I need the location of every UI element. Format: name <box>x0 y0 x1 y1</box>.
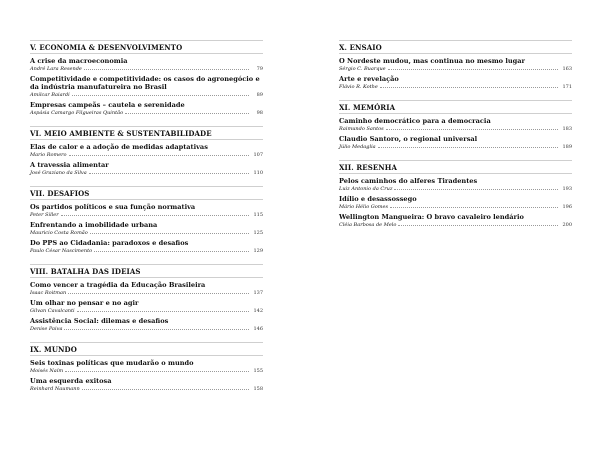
entry-author-row <box>339 65 572 73</box>
entry-author: Reinhard Naumann <box>30 386 80 392</box>
entry-author: Mauricio Costa Romão <box>30 230 88 236</box>
entry-author: Gilvan Cavalcanti <box>30 308 75 314</box>
dot-leader <box>82 385 249 390</box>
entry-title: Arte e revelação <box>339 75 399 83</box>
toc-section <box>339 40 572 91</box>
entry-author-row <box>339 185 572 193</box>
dot-leader <box>378 143 558 148</box>
entry-page-number: 125 <box>253 230 263 236</box>
toc-entry[interactable] <box>30 281 263 297</box>
toc-entry[interactable] <box>339 177 572 193</box>
dot-leader <box>390 203 558 208</box>
entry-page-number: 158 <box>253 386 263 392</box>
entry-title: Seis toxinas políticas que mudarão o mundo <box>30 359 194 367</box>
entry-title: A crise da macroeconomia <box>30 57 128 65</box>
entry-title: Pelos caminhos do alferes Tiradentes <box>339 177 478 185</box>
entry-page-number: 146 <box>253 326 263 332</box>
toc-entry[interactable] <box>30 221 263 237</box>
entry-author: Aspásia Camargo Filgueiras Quintão <box>30 110 124 116</box>
section-heading: XI. MEMÓRIA <box>339 100 572 114</box>
entry-page-number: 110 <box>253 170 263 176</box>
toc-section <box>339 100 572 151</box>
entry-author: José Graziano da Silva <box>30 170 87 176</box>
toc-entry[interactable] <box>30 75 263 99</box>
entry-author: Amilcar Baiardi <box>30 92 70 98</box>
entry-author: Moisés Naím <box>30 368 64 374</box>
entry-author: Denise Paiva <box>30 326 63 332</box>
entry-page-number: 155 <box>253 368 263 374</box>
entry-title: A travessia alimentar <box>30 161 109 169</box>
toc-entry[interactable] <box>30 299 263 315</box>
entry-title: Um olhar no pensar e no agir <box>30 299 139 307</box>
dot-leader <box>94 247 249 252</box>
entry-page-number: 137 <box>253 290 263 296</box>
toc-entry[interactable] <box>339 135 572 151</box>
section-heading: XII. RESENHA <box>339 160 572 174</box>
entry-page-number: 98 <box>256 110 263 116</box>
entry-title: Como vencer a tragédia da Educação Brasileira <box>30 281 206 289</box>
dot-leader <box>89 169 249 174</box>
entry-title: Elas de calor e a adoção de medidas adaptativas <box>30 143 208 151</box>
entry-title: Idílio e desassossego <box>339 195 417 203</box>
entry-author-row <box>30 65 263 73</box>
entry-title: Empresas campeãs – cautela e serenidade <box>30 101 185 109</box>
toc-entry[interactable] <box>30 101 263 117</box>
dot-leader <box>77 307 249 312</box>
toc-right-column <box>339 40 572 238</box>
entry-author-row <box>30 211 263 219</box>
entry-title: Caminho democrático para a democracia <box>339 117 491 125</box>
toc-section <box>30 40 263 117</box>
dot-leader <box>64 325 249 330</box>
toc-section <box>339 160 572 229</box>
entry-page-number: 79 <box>256 66 263 72</box>
toc-section <box>30 342 263 393</box>
entry-author: Peter Siller <box>30 212 59 218</box>
entry-author-row <box>339 221 572 229</box>
entry-page-number: 115 <box>253 212 263 218</box>
entry-page-number: 200 <box>562 222 572 228</box>
entry-author: Flávio R. Kothe <box>339 84 378 90</box>
section-heading: VII. DESAFIOS <box>30 186 263 200</box>
toc-entry[interactable] <box>30 57 263 73</box>
entry-author-row <box>339 125 572 133</box>
toc-entry[interactable] <box>30 377 263 393</box>
entry-page-number: 142 <box>253 308 263 314</box>
toc-entry[interactable] <box>30 239 263 255</box>
entry-page-number: 171 <box>562 84 572 90</box>
toc-entry[interactable] <box>30 359 263 375</box>
entry-author-row <box>30 229 263 237</box>
entry-author-row <box>30 325 263 333</box>
dot-leader <box>69 151 249 156</box>
entry-title: Os partidos políticos e sua função normativa <box>30 203 196 211</box>
dot-leader <box>68 289 249 294</box>
entry-page-number: 193 <box>562 186 572 192</box>
section-heading: VIII. BATALHA DAS IDEIAS <box>30 264 263 278</box>
entry-author-row <box>30 385 263 393</box>
section-heading: V. ECONOMIA & DESENVOLVIMENTO <box>30 40 263 54</box>
toc-entry[interactable] <box>339 117 572 133</box>
dot-leader <box>380 83 558 88</box>
dot-leader <box>90 229 249 234</box>
entry-title: Assistência Social: dilemas e desafios <box>30 317 169 325</box>
toc-left-column <box>30 40 263 402</box>
dot-leader <box>125 109 249 114</box>
toc-section <box>30 126 263 177</box>
entry-author-row <box>30 367 263 375</box>
entry-author-row <box>339 203 572 211</box>
dot-leader <box>61 211 249 216</box>
entry-page-number: 189 <box>562 144 572 150</box>
entry-author-row <box>30 169 263 177</box>
toc-section <box>30 264 263 333</box>
entry-page-number: 107 <box>253 152 263 158</box>
entry-page-number: 129 <box>253 248 263 254</box>
entry-author: Sérgio C. Buarque <box>339 66 386 72</box>
entry-page-number: 163 <box>562 66 572 72</box>
entry-author-row <box>30 91 263 99</box>
toc-entry[interactable] <box>30 317 263 333</box>
entry-author: Isaac Roitman <box>30 290 67 296</box>
entry-title: Enfrentando a imobilidade urbana <box>30 221 158 229</box>
toc-entry[interactable] <box>30 203 263 219</box>
toc-section <box>30 186 263 255</box>
entry-author: Mário Hélio Gomes <box>339 204 389 210</box>
entry-page-number: 196 <box>562 204 572 210</box>
entry-author-row <box>30 307 263 315</box>
entry-author: Júlio Medaglia <box>339 144 376 150</box>
entry-author-row <box>30 151 263 159</box>
entry-title: Do PPS ao Cidadania: paradoxos e desafios <box>30 239 189 247</box>
entry-title: Claudio Santoro, o regional universal <box>339 135 478 143</box>
dot-leader <box>388 65 558 70</box>
entry-author-row <box>30 247 263 255</box>
entry-author: Paulo César Nascimento <box>30 248 93 254</box>
entry-author: Mario Romero <box>30 152 67 158</box>
entry-page-number: 183 <box>562 126 572 132</box>
dot-leader <box>394 185 558 190</box>
toc-entry[interactable] <box>339 57 572 73</box>
entry-author: André Lara Resende <box>30 66 82 72</box>
entry-title: Competitividade e competitividade: os casos do agronegócio e da indústria manufatureira no Brasil <box>30 75 260 91</box>
toc-entry[interactable] <box>30 143 263 159</box>
toc-entry[interactable] <box>30 161 263 177</box>
section-heading: X. ENSAIO <box>339 40 572 54</box>
entry-title: Uma esquerda exitosa <box>30 377 112 385</box>
dot-leader <box>72 91 249 96</box>
section-heading: VI. MEIO AMBIENTE & SUSTENTABILIDADE <box>30 126 263 140</box>
entry-author-row <box>339 143 572 151</box>
entry-author-row <box>30 109 263 117</box>
entry-title: O Nordeste mudou, mas continua no mesmo lugar <box>339 57 526 65</box>
entry-author-row <box>339 83 572 91</box>
entry-title: Wellington Mangueira: O bravo cavaleiro lendário <box>339 213 524 221</box>
dot-leader <box>398 221 558 226</box>
entry-page-number: 89 <box>256 92 263 98</box>
section-heading: IX. MUNDO <box>30 342 263 356</box>
dot-leader <box>386 125 558 130</box>
toc-entry[interactable] <box>339 75 572 91</box>
entry-author-row <box>30 289 263 297</box>
entry-author: Raimundo Santos <box>339 126 384 132</box>
toc-entry[interactable] <box>339 195 572 211</box>
entry-author: Cléia Barbosa de Melo <box>339 222 397 228</box>
entry-author: Luiz Antonio da Cruz <box>339 186 393 192</box>
dot-leader <box>65 367 249 372</box>
dot-leader <box>84 65 249 70</box>
toc-entry[interactable] <box>339 213 572 229</box>
